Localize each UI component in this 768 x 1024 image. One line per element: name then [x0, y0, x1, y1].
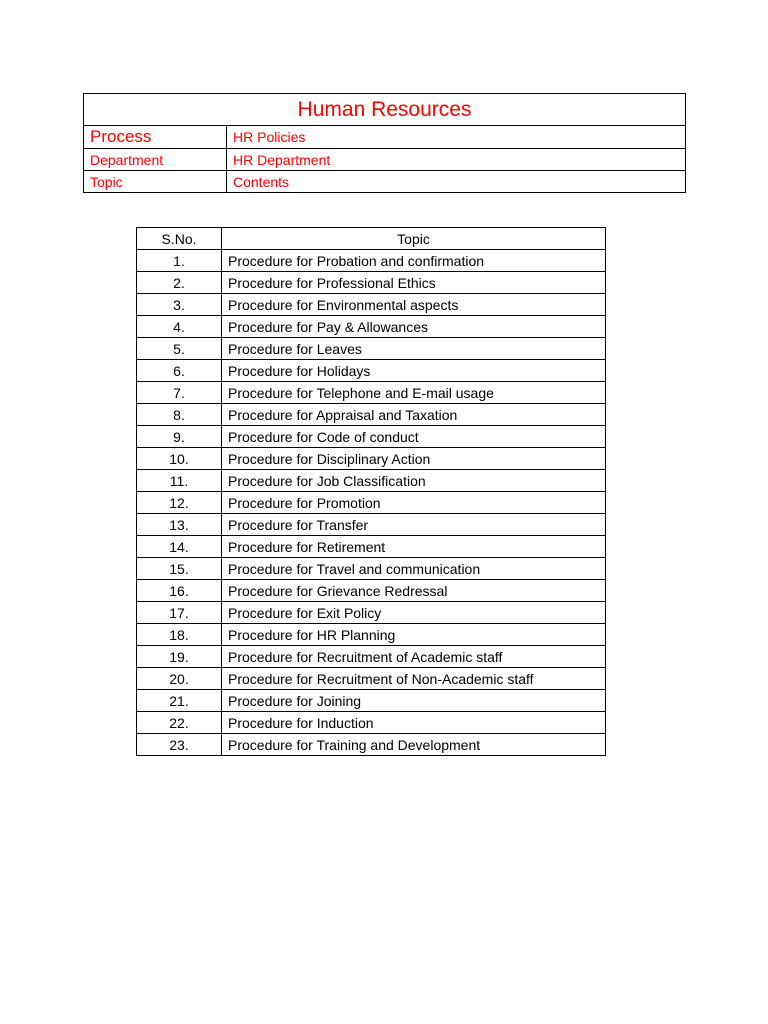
table-row [137, 360, 606, 382]
document-title: Human Resources [84, 94, 686, 126]
row-serial-number: 9. [137, 426, 222, 448]
row-topic: Procedure for Leaves [222, 338, 606, 360]
row-serial-number: 15. [137, 558, 222, 580]
table-row [137, 734, 606, 756]
header-row-topic [84, 171, 686, 193]
row-topic: Procedure for Induction [222, 712, 606, 734]
row-topic: Procedure for HR Planning [222, 624, 606, 646]
row-serial-number: 22. [137, 712, 222, 734]
row-topic: Procedure for Recruitment of Academic staff [222, 646, 606, 668]
row-topic: Procedure for Holidays [222, 360, 606, 382]
row-topic: Procedure for Training and Development [222, 734, 606, 756]
table-row [137, 624, 606, 646]
row-serial-number: 4. [137, 316, 222, 338]
table-row [137, 338, 606, 360]
table-row [137, 690, 606, 712]
row-serial-number: 16. [137, 580, 222, 602]
row-topic: Procedure for Retirement [222, 536, 606, 558]
row-serial-number: 19. [137, 646, 222, 668]
table-row [137, 668, 606, 690]
row-serial-number: 13. [137, 514, 222, 536]
row-serial-number: 5. [137, 338, 222, 360]
row-topic: Procedure for Appraisal and Taxation [222, 404, 606, 426]
contents-body [137, 250, 606, 756]
column-header-sno: S.No. [137, 228, 222, 250]
table-row [137, 646, 606, 668]
row-serial-number: 21. [137, 690, 222, 712]
row-serial-number: 23. [137, 734, 222, 756]
header-row-department [84, 149, 686, 171]
row-serial-number: 3. [137, 294, 222, 316]
table-row [137, 294, 606, 316]
row-topic: Procedure for Professional Ethics [222, 272, 606, 294]
process-label: Process [84, 126, 227, 149]
table-row [137, 404, 606, 426]
row-topic: Procedure for Exit Policy [222, 602, 606, 624]
table-row [137, 250, 606, 272]
row-serial-number: 1. [137, 250, 222, 272]
table-row [137, 602, 606, 624]
row-serial-number: 11. [137, 470, 222, 492]
table-row [137, 470, 606, 492]
table-row [137, 316, 606, 338]
table-row [137, 426, 606, 448]
table-row [137, 448, 606, 470]
row-topic: Procedure for Telephone and E-mail usage [222, 382, 606, 404]
document-header-table [83, 93, 686, 193]
row-serial-number: 12. [137, 492, 222, 514]
row-topic: Procedure for Disciplinary Action [222, 448, 606, 470]
row-topic: Procedure for Probation and confirmation [222, 250, 606, 272]
row-topic: Procedure for Travel and communication [222, 558, 606, 580]
row-topic: Procedure for Promotion [222, 492, 606, 514]
table-row [137, 272, 606, 294]
contents-header-row [137, 228, 606, 250]
table-row [137, 712, 606, 734]
column-header-topic: Topic [222, 228, 606, 250]
table-row [137, 558, 606, 580]
row-topic: Procedure for Job Classification [222, 470, 606, 492]
table-row [137, 514, 606, 536]
row-serial-number: 17. [137, 602, 222, 624]
row-topic: Procedure for Recruitment of Non-Academic staff [222, 668, 606, 690]
table-row [137, 580, 606, 602]
row-serial-number: 8. [137, 404, 222, 426]
row-serial-number: 14. [137, 536, 222, 558]
row-topic: Procedure for Environmental aspects [222, 294, 606, 316]
row-serial-number: 2. [137, 272, 222, 294]
table-row [137, 492, 606, 514]
row-serial-number: 6. [137, 360, 222, 382]
row-topic: Procedure for Transfer [222, 514, 606, 536]
row-topic: Procedure for Joining [222, 690, 606, 712]
department-label: Department [84, 149, 227, 171]
row-serial-number: 20. [137, 668, 222, 690]
department-value: HR Department [227, 149, 686, 171]
topic-label: Topic [84, 171, 227, 193]
row-serial-number: 7. [137, 382, 222, 404]
row-topic: Procedure for Grievance Redressal [222, 580, 606, 602]
header-row-process [84, 126, 686, 149]
row-topic: Procedure for Pay & Allowances [222, 316, 606, 338]
table-row [137, 536, 606, 558]
row-serial-number: 18. [137, 624, 222, 646]
contents-table [136, 227, 606, 756]
topic-value: Contents [227, 171, 686, 193]
row-serial-number: 10. [137, 448, 222, 470]
table-row [137, 382, 606, 404]
row-topic: Procedure for Code of conduct [222, 426, 606, 448]
process-value: HR Policies [227, 126, 686, 149]
